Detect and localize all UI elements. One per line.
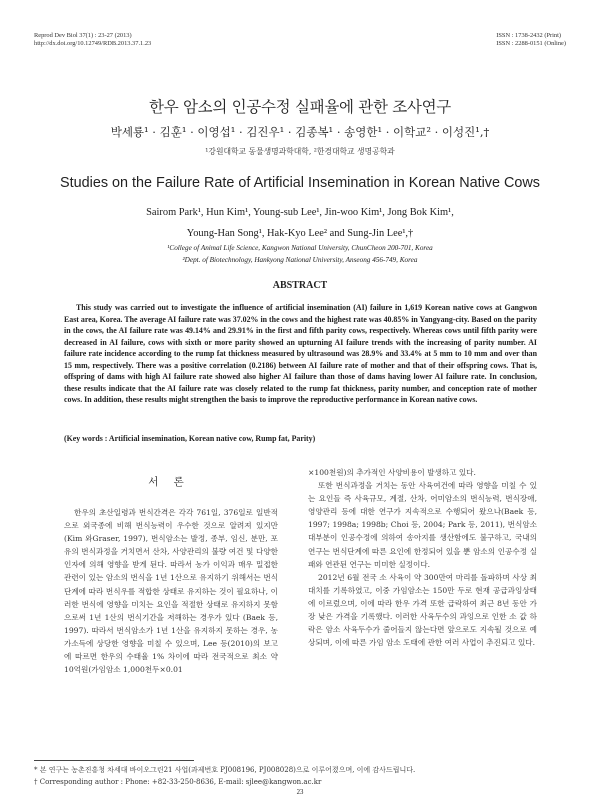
funding-footnote: * 본 연구는 농촌진흥청 차세대 바이오그린21 사업(과제번호 PJ008196, PJ008028)으로 이루어졌으며, 이에 감사드립니다. xyxy=(34,766,416,774)
corresponding-author-footnote: † Corresponding author : Phone: +82-33-250-8636, E-mail: sjlee@kangwon.ac.kr xyxy=(34,778,322,786)
issn-online: ISSN : 2288-0151 (Online) xyxy=(496,40,566,47)
header-left xyxy=(34,32,151,48)
korean-affiliation: ¹강원대학교 동물생명과학대학, ²한경대학교 생명공학과 xyxy=(205,147,395,156)
issn-print: ISSN : 1738-2432 (Print) xyxy=(496,32,562,39)
affiliation-1: ¹College of Animal Life Science, Kangwon National University, ChunCheon 200-701, Korea xyxy=(167,244,433,252)
korean-title: 한우 암소의 인공수정 실패율에 관한 조사연구 xyxy=(149,98,451,116)
intro-paragraph-1: 한우의 초산일령과 번식간격은 각각 761일, 376일로 일반적으로 외국종에 비해 번식능력이 우수한 것으로 알려져 있지만 (Kim 와Graser, 1997), 번식암소는 발정, 종부, 임신, 분만, 포유의 번식과정을 거치면서 산차, 사양관리의 불량 여건 및 다양한 인자에 의해 영향을 받게 된다. 따라서 농가 이익과 매우 밀접한 관련이 있는 암소의 번식을 1년 1산으로 유지하기 위해서는 번식단계에 따라 번식우를 적합한 상태로 유지하는 것이 필요하나, 이러한 번식에 영향을 미치는 요인을 적절한 상태로 유지하지 못함으로써 1년 1산의 번식기간을 저해하는 경우가 있다 (Baek 등, 1997). 따라서 번식암소가 1년 1산을 유지하지 못하는 경우, 농가소득에 상당한 영향을 미칠 수 있으며, Lee 등(2010)의 보고에 따르면 한우의 수태율 1% 차이에 따라 전국적으로 최소 약 10억원(가임암소 1,000천두×0.01 xyxy=(64,508,278,675)
intro-paragraph-3: 2012년 6월 전국 소 사육이 약 300만여 마리를 돌파하며 사상 최대치를 기록하였고, 이중 가임암소는 150만 두로 현재 공급과잉상태에 이르렀으며, 이에 따라 한우 가격 또한 급락하여 최근 8년 동안 가장 낮은 가격을 기록했다. 이러한 사육두수의 과잉으로 인한 소 값 하락은 암소 사육두수가 줄어들지 않는다면 앞으로도 지속될 것으로 예상되며, 이에 따른 가임 암소 도태에 관한 여러 사업이 추진되고 있다. xyxy=(308,572,537,648)
korean-authors: 박세룡¹ · 김훈¹ · 이영섭¹ · 김진우¹ · 김종복¹ · 송영한¹ · 이학교² · 이성진¹,† xyxy=(110,125,490,139)
footnotes xyxy=(34,764,554,788)
section-title-introduction: 서 론 xyxy=(148,476,190,488)
english-authors xyxy=(120,202,480,244)
footnote-divider xyxy=(34,760,194,761)
intro-paragraph-2: 또한 번식과정을 거치는 동안 사육여건에 따라 영향을 미칠 수 있는 요인들 즉 사육규모, 계절, 산차, 어미암소의 번식능력, 번식장애, 영양관리 등에 대한 연구가 지속적으로 수행되어 왔으나(Baek 등, 1997; 1998a; 1998b; Choi 등, 2004; Park 등, 2011), 번식암소 대부분이 인공수정에 의하여 송아지를 생산함에도 불구하고, 국내의 연구는 번식단계에 따른 요인에 한정되어 있을 뿐 암소의 인공수정 실패와 연관된 연구는 미미한 실정이다. xyxy=(308,481,537,569)
journal-citation: Reprod Dev Biol 37(1) : 23-27 (2013) xyxy=(34,32,132,39)
doi-link[interactable]: http://dx.doi.org/10.12749/RDB.2013.37.1.23 xyxy=(34,40,152,47)
affiliation-2: ²Dept. of Biotechnology, Hankyong National University, Anseong 456-749, Korea xyxy=(182,255,418,264)
intro-left-column xyxy=(64,506,278,676)
abstract-body xyxy=(64,302,537,406)
english-title: Studies on the Failure Rate of Artificial Insemination in Korean Native Cows xyxy=(60,175,540,191)
abstract-heading: ABSTRACT xyxy=(272,280,328,291)
english-authors-line-1: Sairom Park¹, Hun Kim¹, Young-sub Lee¹, Jin-woo Kim¹, Jong Bok Kim¹, xyxy=(146,207,454,218)
abstract-text: This study was carried out to investigate the influence of artificial insemination (AI) failure in 1,619 Korean native cows at Gangwon East area, Korea. The average AI failure rate was 37.02% in the cows and the highest rate was 40.85% in Yangyang-city. Based on the parity in the cows, the AI failure rate was 49.14% and 29.91% in the first and fifth parity cows, respectively. Whereas cows until fifth parity were decreased in AI failure, cows with sixth or more parity showed an upturning AI failure trends with the increasing of parity number. AI failure rate incidence according to the rump fat thickness measured by ultrasound was 28.9% and 33.4% at 5 mm to 10 mm and over than 15 mm, respectively. There was a positive correlation (0.2186) between AI failure rate of mother and that of their offspring cows. That is, offspring of dams with high AI failure rate showed also higher AI failure than those of dams having lower AI failure rate. In conclusion, these results indicate that the AI failure rate was closely related to the rump fat thickness, parity number, and conception rate of mother cows. In addition, these results might strengthen the basis to improve the reproductive performance in Korean native cows. xyxy=(64,303,537,405)
intro-paragraph-continued: ×100천원)의 추가적인 사양비용이 발생하고 있다. xyxy=(308,468,476,477)
keywords: (Key words : Artificial insemination, Korean native cow, Rump fat, Parity) xyxy=(64,434,316,443)
page-number: 23 xyxy=(296,789,304,796)
intro-right-column xyxy=(308,466,537,649)
english-affiliations xyxy=(0,243,600,266)
header-right xyxy=(496,32,566,48)
english-authors-line-2: Young-Han Song¹, Hak-Kyo Lee² and Sung-Jin Lee¹,† xyxy=(186,228,414,239)
